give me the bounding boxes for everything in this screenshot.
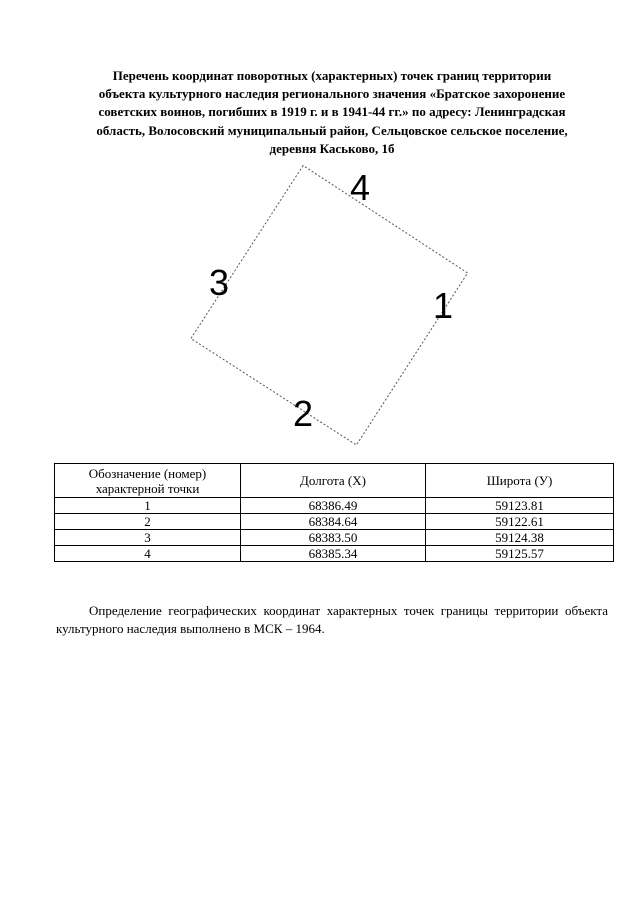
point-label-4: 4	[350, 167, 371, 208]
column-header-longitude: Долгота (X)	[241, 464, 426, 498]
coordinates-table	[54, 463, 614, 562]
title-line: деревня Каськово, 1б	[269, 140, 395, 156]
point-number-cell: 2	[55, 514, 241, 530]
latitude-cell: 59122.61	[426, 514, 614, 530]
point-label-3: 3	[209, 262, 230, 303]
column-header-latitude: Широта (У)	[426, 464, 614, 498]
point-number-cell: 1	[55, 498, 241, 514]
point-label-2: 2	[293, 393, 314, 434]
latitude-cell: 59125.57	[426, 546, 614, 562]
title-line: объекта культурного наследия регионального значения «Братское захоронение	[98, 86, 566, 102]
table-row	[55, 530, 614, 546]
column-header-point: Обозначение (номер) характерной точки	[55, 464, 241, 498]
boundary-polygon	[191, 166, 468, 446]
coordinate-system-note: Определение географических координат характерных точек границы территории объекта культурного наследия выполнено в МСК – 1964.	[56, 603, 608, 636]
latitude-cell: 59123.81	[426, 498, 614, 514]
point-label-1: 1	[433, 285, 454, 326]
point-number-cell: 4	[55, 546, 241, 562]
title-line: советских воинов, погибших в 1919 г. и в 1941-44 гг.» по адресу: Ленинградская	[98, 104, 566, 120]
latitude-cell: 59124.38	[426, 530, 614, 546]
table-header-row	[55, 464, 614, 498]
longitude-cell: 68385.34	[241, 546, 426, 562]
longitude-cell: 68384.64	[241, 514, 426, 530]
title-line: Перечень координат поворотных (характерных) точек границ территории	[112, 68, 552, 83]
table-row	[55, 498, 614, 514]
table-row	[55, 546, 614, 562]
longitude-cell: 68383.50	[241, 530, 426, 546]
point-number-cell: 3	[55, 530, 241, 546]
title-line: область, Волосовский муниципальный район, Сельцовское сельское поселение,	[96, 122, 568, 138]
longitude-cell: 68386.49	[241, 498, 426, 514]
table-row	[55, 514, 614, 530]
